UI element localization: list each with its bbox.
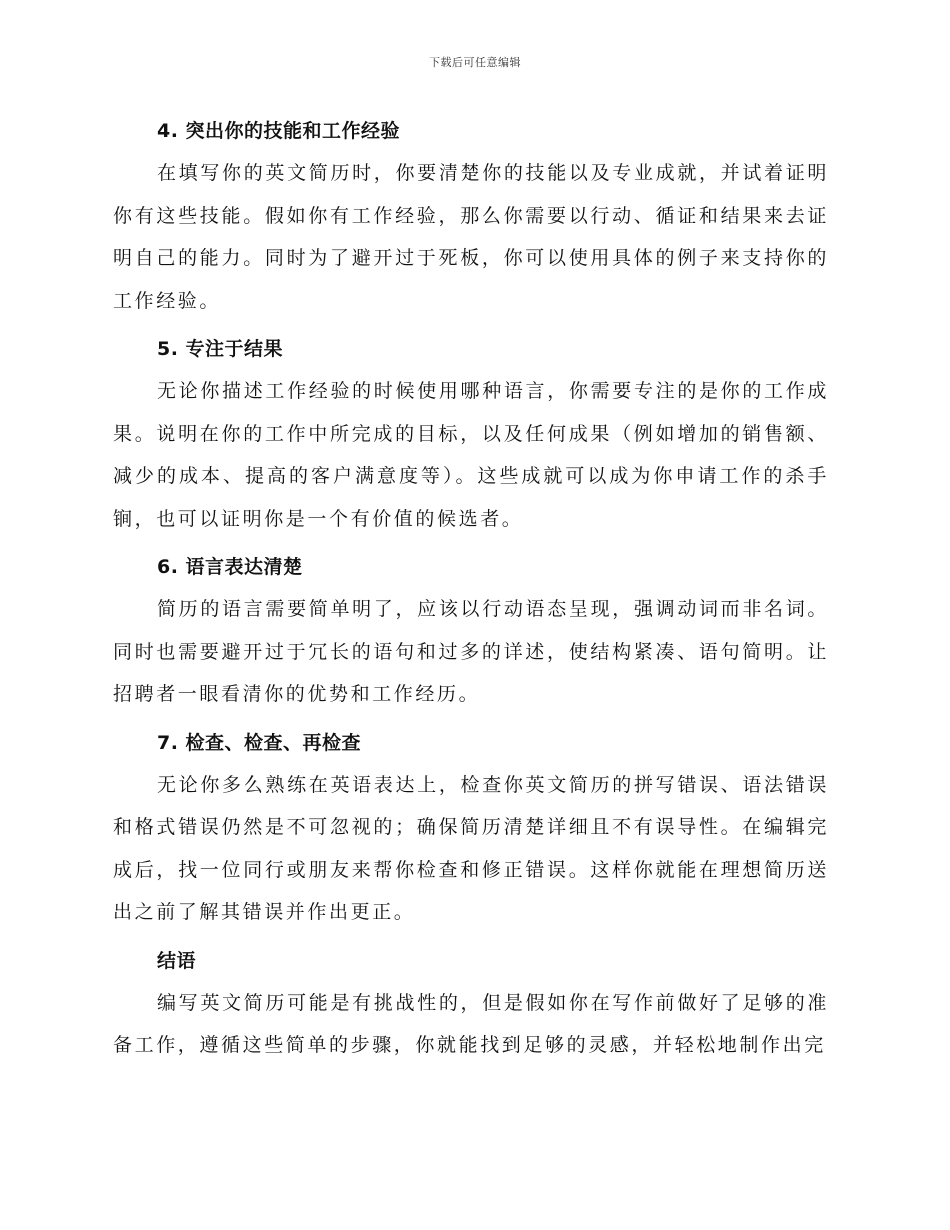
document-body [113,110,829,1073]
section-heading-conclusion: 结语 [157,949,197,972]
section-heading-check: 7. 检查、检查、再检查 [157,731,362,754]
section-heading-clarity: 6. 语言表达清楚 [157,556,303,578]
section-body-clarity: 简历的语言需要简单明了，应该以行动语态呈现，强调动词而非名词。同时也需要避开过于冗长的语句和过多的详述，使结构紧凑、语句简明。让招聘者一眼看清你的优势和工作经历。 [113,598,829,705]
section-heading-skills: 4. 突出你的技能和工作经验 [157,120,401,142]
section-heading-results: 5. 专注于结果 [157,338,284,360]
section-body-conclusion: 编写英文简历可能是有挑战性的，但是假如你在写作前做好了足够的准备工作，遵循这些简单的步骤，你就能找到足够的灵感，并轻松地制作出完 [113,991,829,1056]
page-header: 下载后可任意编辑 [429,56,521,69]
section-body-skills: 在填写你的英文简历时，你要清楚你的技能以及专业成就，并试着证明你有这些技能。假如你有工作经验，那么你需要以行动、循证和结果来去证明自己的能力。同时为了避开过于死板，你可以使用具体的例子来支持你的工作经验。 [113,162,829,312]
section-body-results: 无论你描述工作经验的时候使用哪种语言，你需要专注的是你的工作成果。说明在你的工作中所完成的目标，以及任何成果（例如增加的销售额、减少的成本、提高的客户满意度等）。这些成就可以成为你申请工作的杀手锏，也可以证明你是一个有价值的候选者。 [113,380,829,530]
section-body-check: 无论你多么熟练在英语表达上，检查你英文简历的拼写错误、语法错误和格式错误仍然是不可忽视的；确保简历清楚详细且不有误导性。在编辑完成后，找一位同行或朋友来帮你检查和修正错误。这样你就能在理想简历送出之前了解其错误并作出更正。 [113,773,829,923]
